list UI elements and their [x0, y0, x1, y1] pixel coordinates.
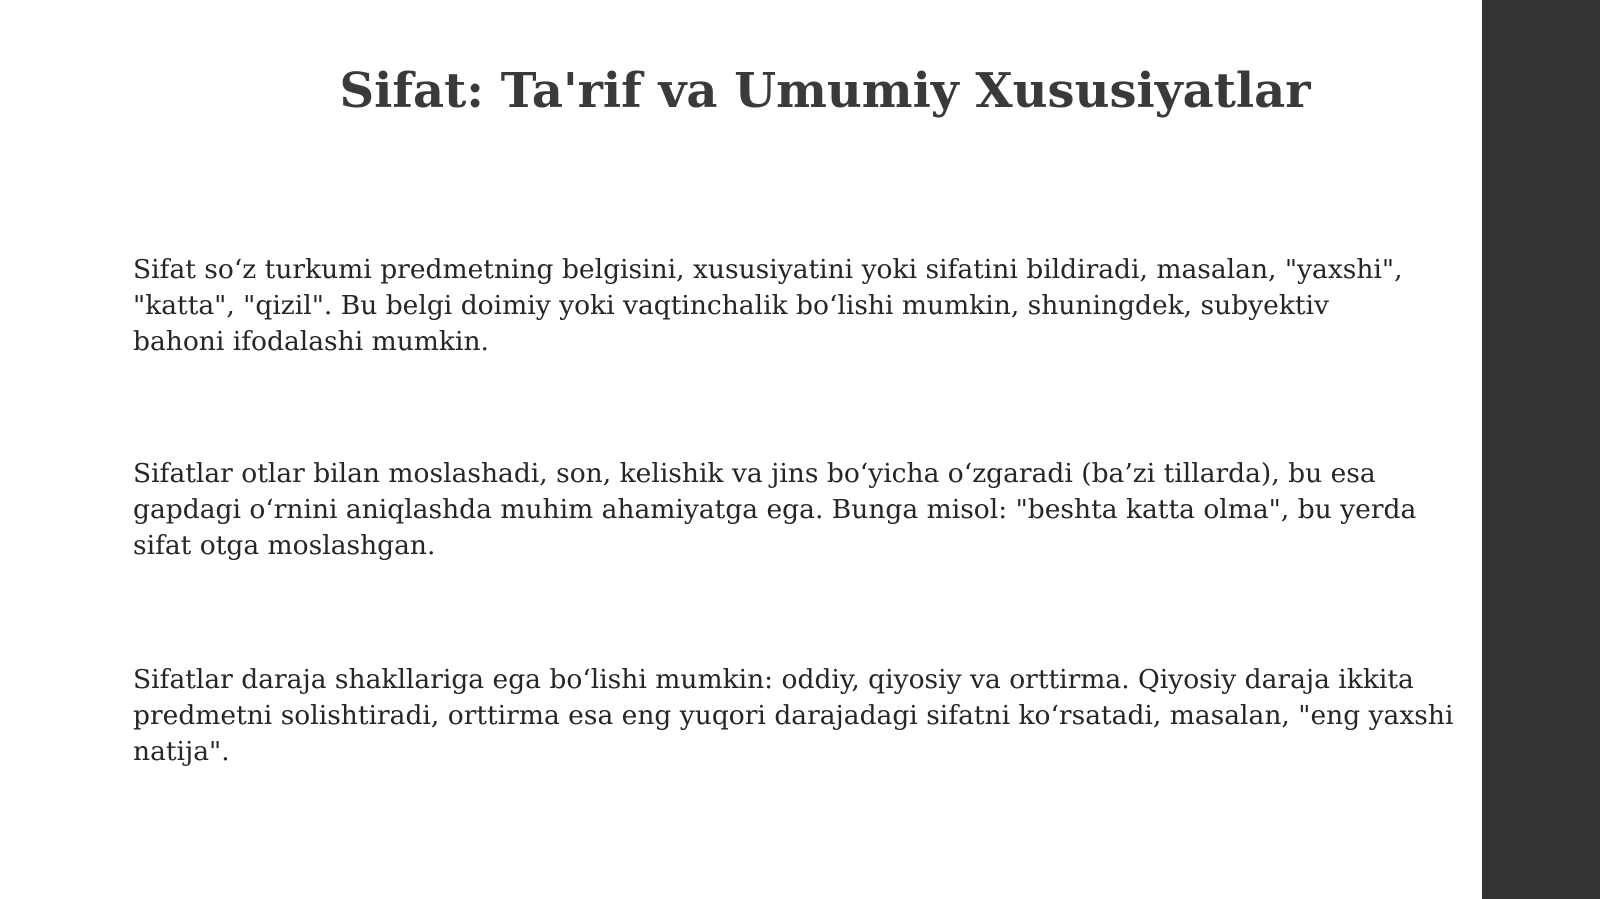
paragraph-line: Sifatlar otlar bilan moslashadi, son, kelishik va jins bo‘yicha o‘zgaradi (ba’zi tillarda), bu esa — [133, 458, 1376, 489]
paragraph-line: "katta", "qizil". Bu belgi doimiy yoki vaqtinchalik bo‘lishi mumkin, shuningdek, subyektiv — [133, 290, 1329, 321]
paragraph-line: Sifat so‘z turkumi predmetning belgisini, xususiyatini yoki sifatini bildiradi, masalan, "yaxshi", — [133, 254, 1403, 285]
paragraph-line: gapdagi o‘rnini aniqlashda muhim ahamiyatga ega. Bunga misol: "beshta katta olma", bu yerda — [133, 494, 1417, 525]
paragraph-line: natija". — [133, 736, 230, 767]
paragraph-line: Sifatlar daraja shakllariga ega bo‘lishi mumkin: oddiy, qiyosiy va orttirma. Qiyosiy daraja ikkita — [133, 664, 1414, 695]
paragraph-agreement — [133, 456, 1473, 564]
right-side-bar — [1482, 0, 1600, 899]
paragraph-degrees — [133, 662, 1473, 770]
paragraph-line: sifat otga moslashgan. — [133, 530, 436, 561]
paragraph-definition — [133, 252, 1473, 360]
slide-title: Sifat: Ta'rif va Umumiy Xususiyatlar — [339, 63, 1311, 119]
paragraph-line: bahoni ifodalashi mumkin. — [133, 326, 489, 357]
paragraph-line: predmetni solishtiradi, orttirma esa eng yuqori darajadagi sifatni ko‘rsatadi, masalan, "eng yaxshi — [133, 700, 1454, 731]
